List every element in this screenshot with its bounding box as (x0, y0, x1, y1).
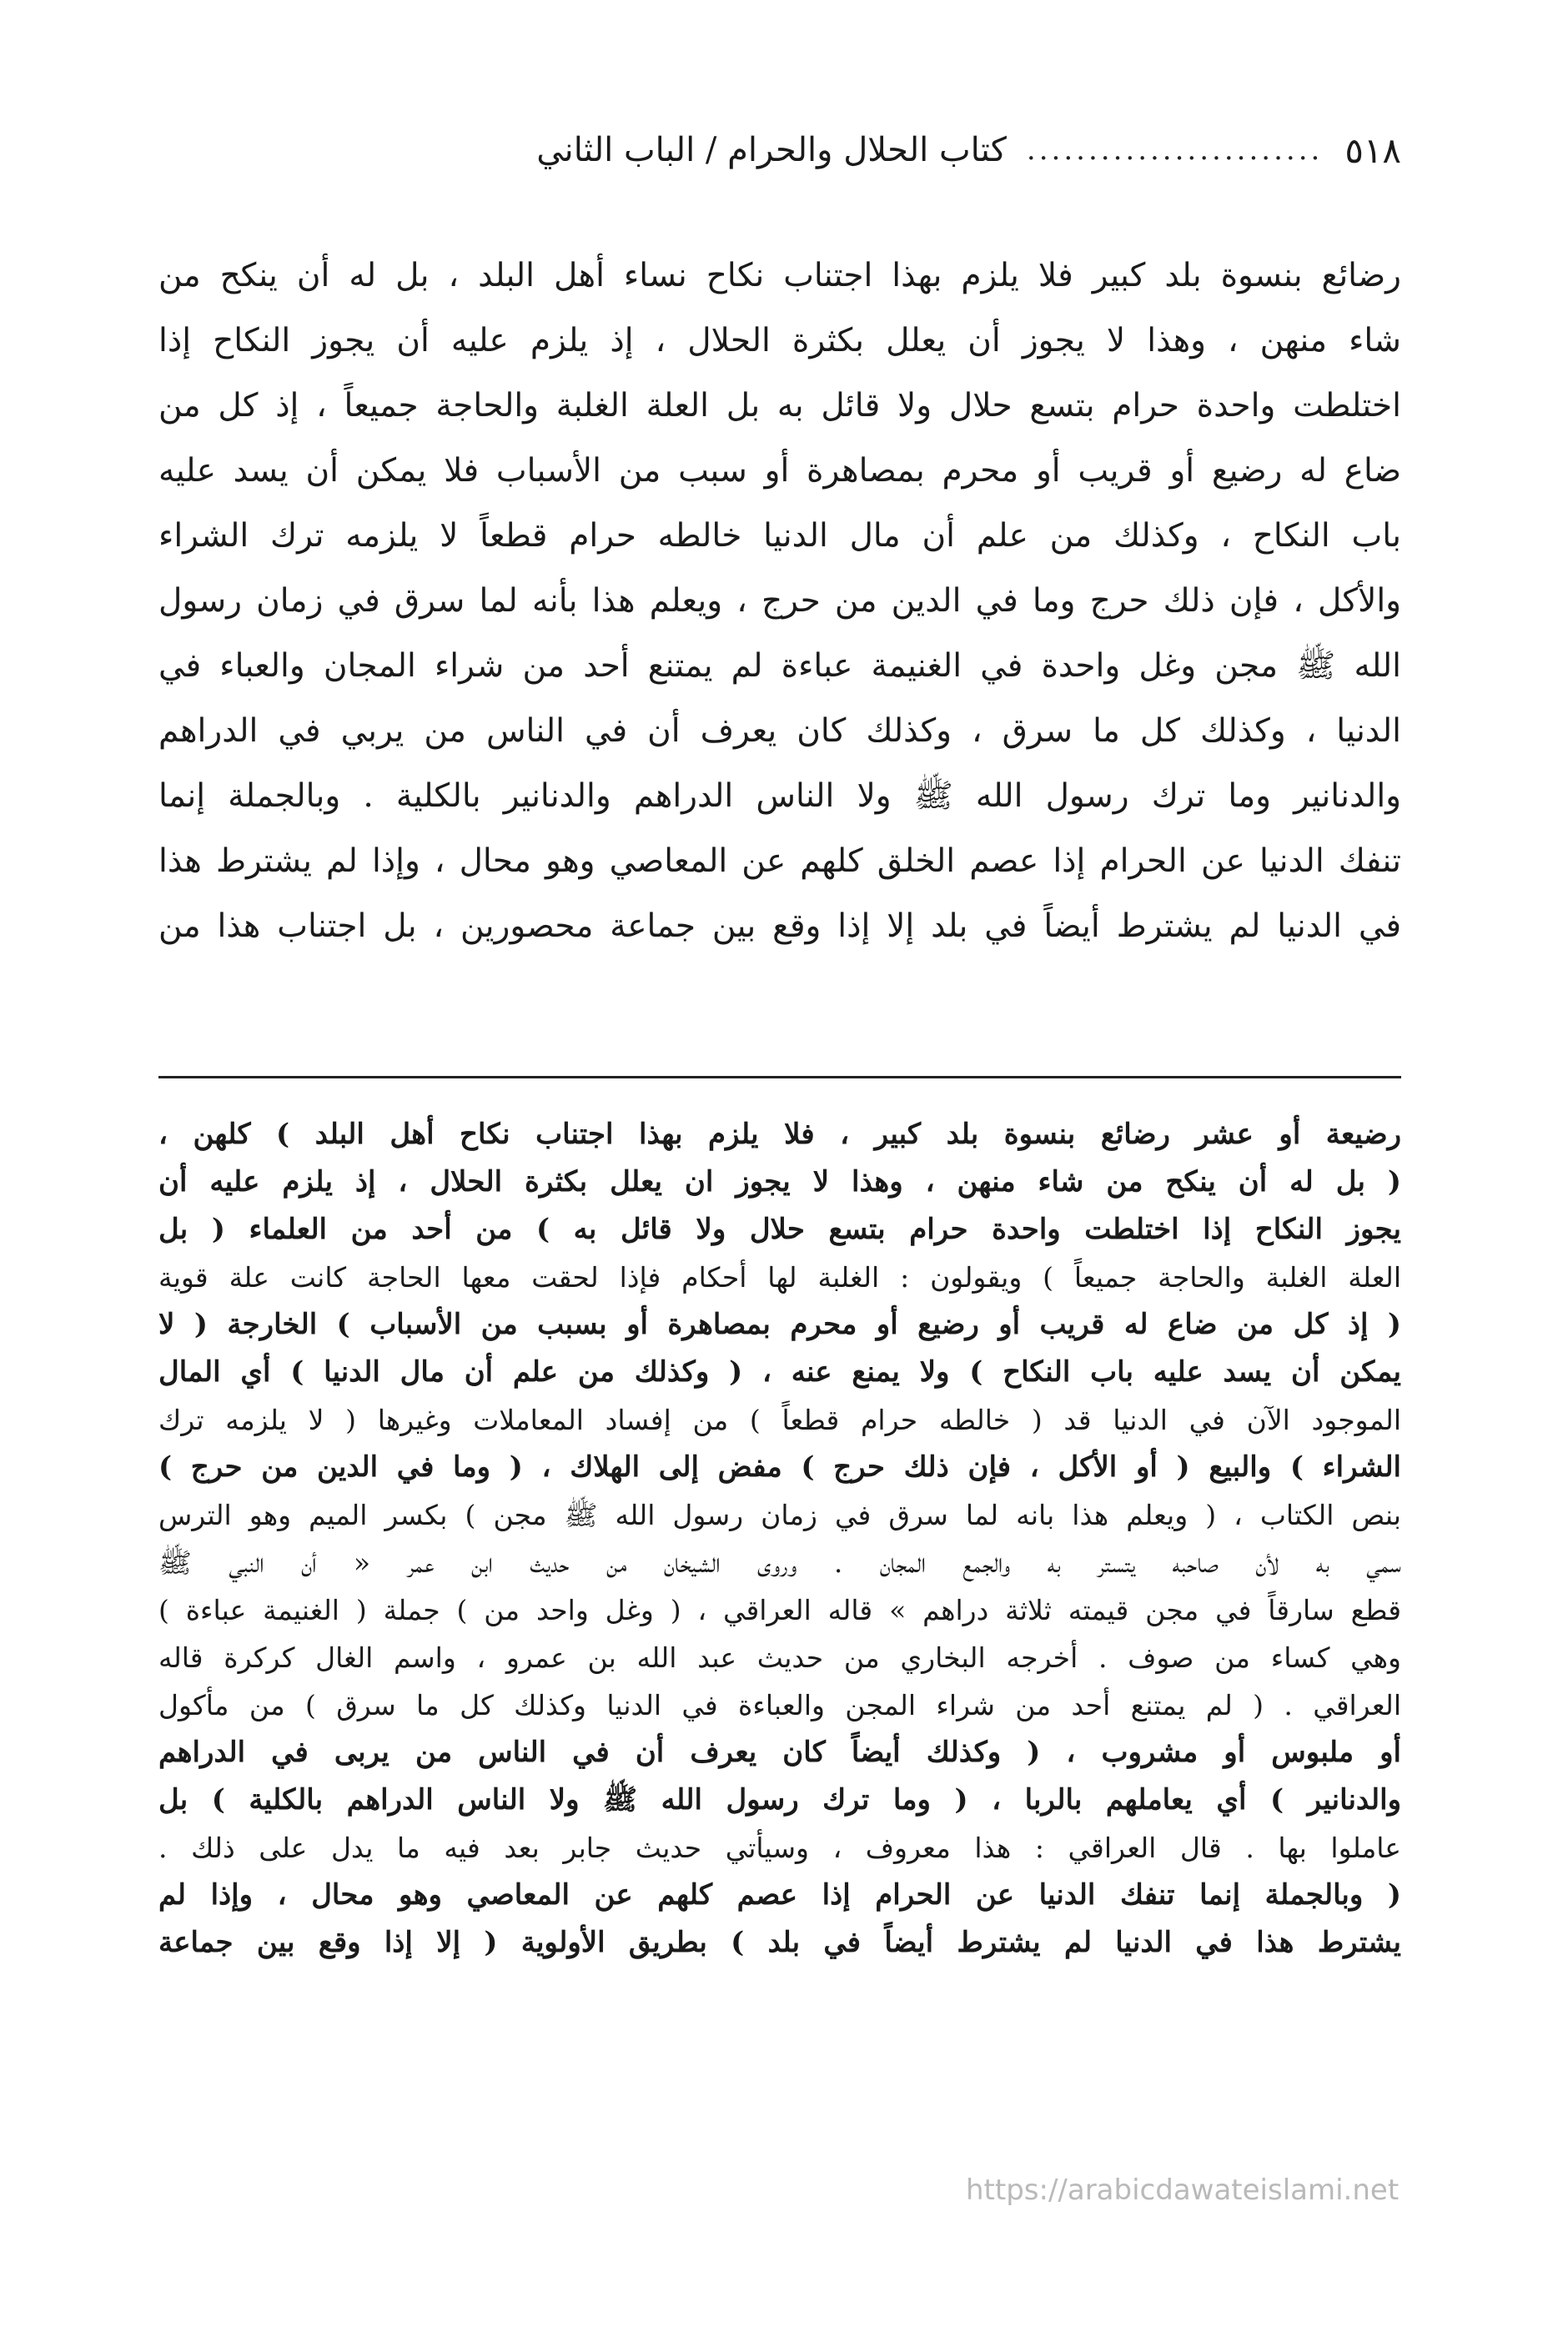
commentary-line: يجوز النكاح إذا اختلطت واحدة حرام بتسع حلال ولا قائل به ) من أحد من العلماء ( بل (158, 1213, 1401, 1246)
watermark-url: https://arabicdawateislami.net (966, 2174, 1400, 2207)
main-text-line: تنفك الدنيا عن الحرام إذا عصم الخلق كلهم عن المعاصي وهو محال ، وإذا لم يشترط هذا (158, 842, 1401, 880)
main-text-line: ضاع له رضيع أو قريب أو محرم بمصاهرة أو سبب من الأسباب فلا يمكن أن يسد عليه (158, 452, 1401, 490)
header-dots: ........................ (1026, 133, 1324, 167)
commentary-line: ( إذ كل من ضاع له قريب أو رضيع أو محرم بمصاهرة أو بسبب من الأسباب ) الخارجة ( لا (158, 1308, 1401, 1341)
main-text-line: الدنيا ، وكذلك كل ما سرق ، وكذلك كان يعرف أن في الناس من يربي في الدراهم (158, 712, 1401, 750)
commentary-block (158, 1111, 1401, 1967)
header-title: كتاب الحلال والحرام / الباب الثاني (536, 131, 1007, 169)
main-text-line: رضائع بنسوة بلد كبير فلا يلزم بهذا اجتناب نكاح نساء أهل البلد ، بل له أن ينكح من (158, 257, 1401, 294)
commentary-line: رضيعة أو عشر رضائع بنسوة بلد كبير ، فلا يلزم بهذا اجتناب نكاح أهل البلد ) كلهن ، (158, 1118, 1401, 1151)
commentary-line: عاملوا بها . قال العراقي : هذا معروف ، وسيأتي حديث جابر بعد فيه ما يدل على ذلك . (158, 1832, 1401, 1864)
commentary-line: يمكن أن يسد عليه باب النكاح ) ولا يمنع عنه ، ( وكذلك من علم أن مال الدنيا ) أي المال (158, 1355, 1401, 1389)
commentary-line: الموجود الآن في الدنيا قد ( خالطه حرام قطعاً ) من إفساد المعاملات وغيرها ( لا يلزمه ترك (158, 1404, 1401, 1436)
commentary-line: أو ملبوس أو مشروب ، ( وكذلك أيضاً كان يعرف أن في الناس من يربى في الدراهم (158, 1736, 1401, 1769)
page-number: ٥١٨ (1344, 129, 1401, 171)
commentary-line: ( وبالجملة إنما تنفك الدنيا عن الحرام إذا عصم كلهم عن المعاصي وهو محال ، وإذا لم (158, 1878, 1401, 1912)
running-header (158, 125, 1401, 175)
commentary-line: ( بل له أن ينكح من شاء منهن ، وهذا لا يجوز ان يعلل بكثرة الحلال ، إذ يلزم عليه أن (158, 1165, 1401, 1199)
commentary-line: العراقي . ( لم يمتنع أحد من شراء المجن والعباءة في الدنيا وكذلك كل ما سرق ) من مأكول (158, 1689, 1401, 1721)
main-text-block (158, 244, 1401, 959)
main-text-line: الله ﷺ مجن وغل واحدة في الغنيمة عباءة لم يمتنع أحد من شراء المجان والعباء في (158, 647, 1401, 685)
commentary-line: قطع سارقاً في مجن قيمته ثلاثة دراهم » قاله العراقي ، ( وغل واحد من ) جملة ( الغنيمة عباءة ) (158, 1594, 1401, 1626)
footnote-divider (158, 1076, 1401, 1078)
main-text-line: في الدنيا لم يشترط أيضاً في بلد إلا إذا وقع بين جماعة محصورين ، بل اجتناب هذا من (158, 907, 1401, 945)
commentary-line: والدنانير ) أي يعاملهم بالربا ، ( وما ترك رسول الله ﷺ ولا الناس الدراهم بالكلية ) بل (158, 1783, 1401, 1817)
main-text-line: اختلطت واحدة حرام بتسع حلال ولا قائل به بل العلة الغلبة والحاجة جميعاً ، إذ كل من (158, 387, 1401, 425)
commentary-line: وهي كساء من صوف . أخرجه البخاري من حديث عبد الله بن عمرو ، واسم الغال كركرة قاله (158, 1641, 1401, 1674)
main-text-line: والدنانير وما ترك رسول الله ﷺ ولا الناس الدراهم والدنانير بالكلية . وبالجملة إنما (158, 777, 1401, 815)
main-text-line: والأكل ، فإن ذلك حرج وما في الدين من حرج ، ويعلم هذا بأنه لما سرق في زمان رسول (158, 582, 1401, 620)
commentary-line: الشراء ) والبيع ( أو الأكل ، فإن ذلك حرج ) مفض إلى الهلاك ، ( وما في الدين من حرج ) (158, 1450, 1401, 1484)
main-text-line: باب النكاح ، وكذلك من علم أن مال الدنيا خالطه حرام قطعاً لا يلزمه ترك الشراء (158, 517, 1401, 555)
main-text-line: شاء منهن ، وهذا لا يجوز أن يعلل بكثرة الحلال ، إذ يلزم عليه أن يجوز النكاح إذا (158, 322, 1401, 359)
commentary-line: يشترط هذا في الدنيا لم يشترط أيضاً في بلد ) بطريق الأولوية ( إلا إذا وقع بين جماعة (158, 1926, 1401, 1959)
commentary-line: العلة الغلبة والحاجة جميعاً ) ويقولون : الغلبة لها أحكام فإذا لحقت معها الحاجة كانت علة قوية (158, 1261, 1401, 1294)
commentary-line: سمي به لأن صاحبه يتستر به والجمع المجان . وروى الشيخان من حديث ابن عمر « أن النبي ﷺ (158, 1546, 1401, 1579)
commentary-line: بنص الكتاب ، ( ويعلم هذا بانه لما سرق في زمان رسول الله ﷺ مجن ) بكسر الميم وهو الترس (158, 1499, 1401, 1531)
